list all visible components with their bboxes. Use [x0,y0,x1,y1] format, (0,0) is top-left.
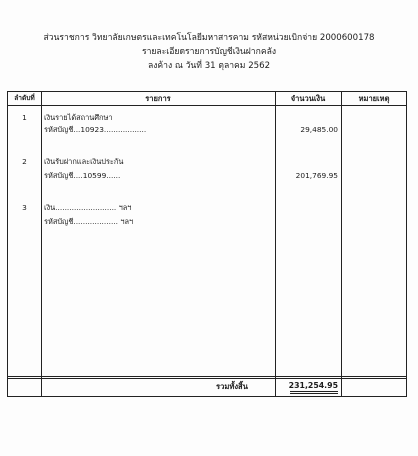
col-header-amount: จำนวนเงิน [290,94,326,103]
col-divider [41,92,42,396]
row-title: เงินรับฝากและเงินประกัน [44,157,124,166]
col-header-no: ลำดับที่ [14,94,35,102]
total-rule [8,376,406,379]
row-title: เงิน.......................... ฯลฯ [44,203,132,212]
row-account: รหัสบัญชี....10599...... [44,171,121,180]
report-date: ลงค้าง ณ วันที่ 31 ตุลาคม 2562 [147,61,271,71]
row-amount: 29,485.00 [300,125,338,134]
col-divider [275,92,276,396]
col-divider [341,92,342,396]
agency-line: ส่วนราชการ วิทยาลัยเกษตรและเทคโนโลยีมหาสารคาม รหัสหน่วยเบิกจ่าย 2000600178 [43,33,375,43]
row-amount: 201,769.95 [295,171,338,180]
row-account: รหัสบัญชี...10923.................. [44,125,147,134]
report-title: รายละเอียดรายการบัญชีเงินฝากคลัง [141,47,277,57]
col-header-item: รายการ [145,94,171,103]
total-underline [290,393,338,394]
total-underline [290,391,338,392]
total-value: 231,254.95 [288,381,338,390]
row-title: เงินรายได้สถานศึกษา [44,113,113,122]
header-rule [8,105,406,106]
total-label: รวมทั้งสิ้น [216,382,248,391]
deposit-table [7,91,407,397]
row-number: 2 [22,157,27,166]
row-account: รหัสบัญชี................... ฯลฯ [44,217,134,226]
row-number: 3 [22,203,27,212]
col-header-remark: หมายเหตุ [358,94,390,103]
row-number: 1 [22,113,27,122]
